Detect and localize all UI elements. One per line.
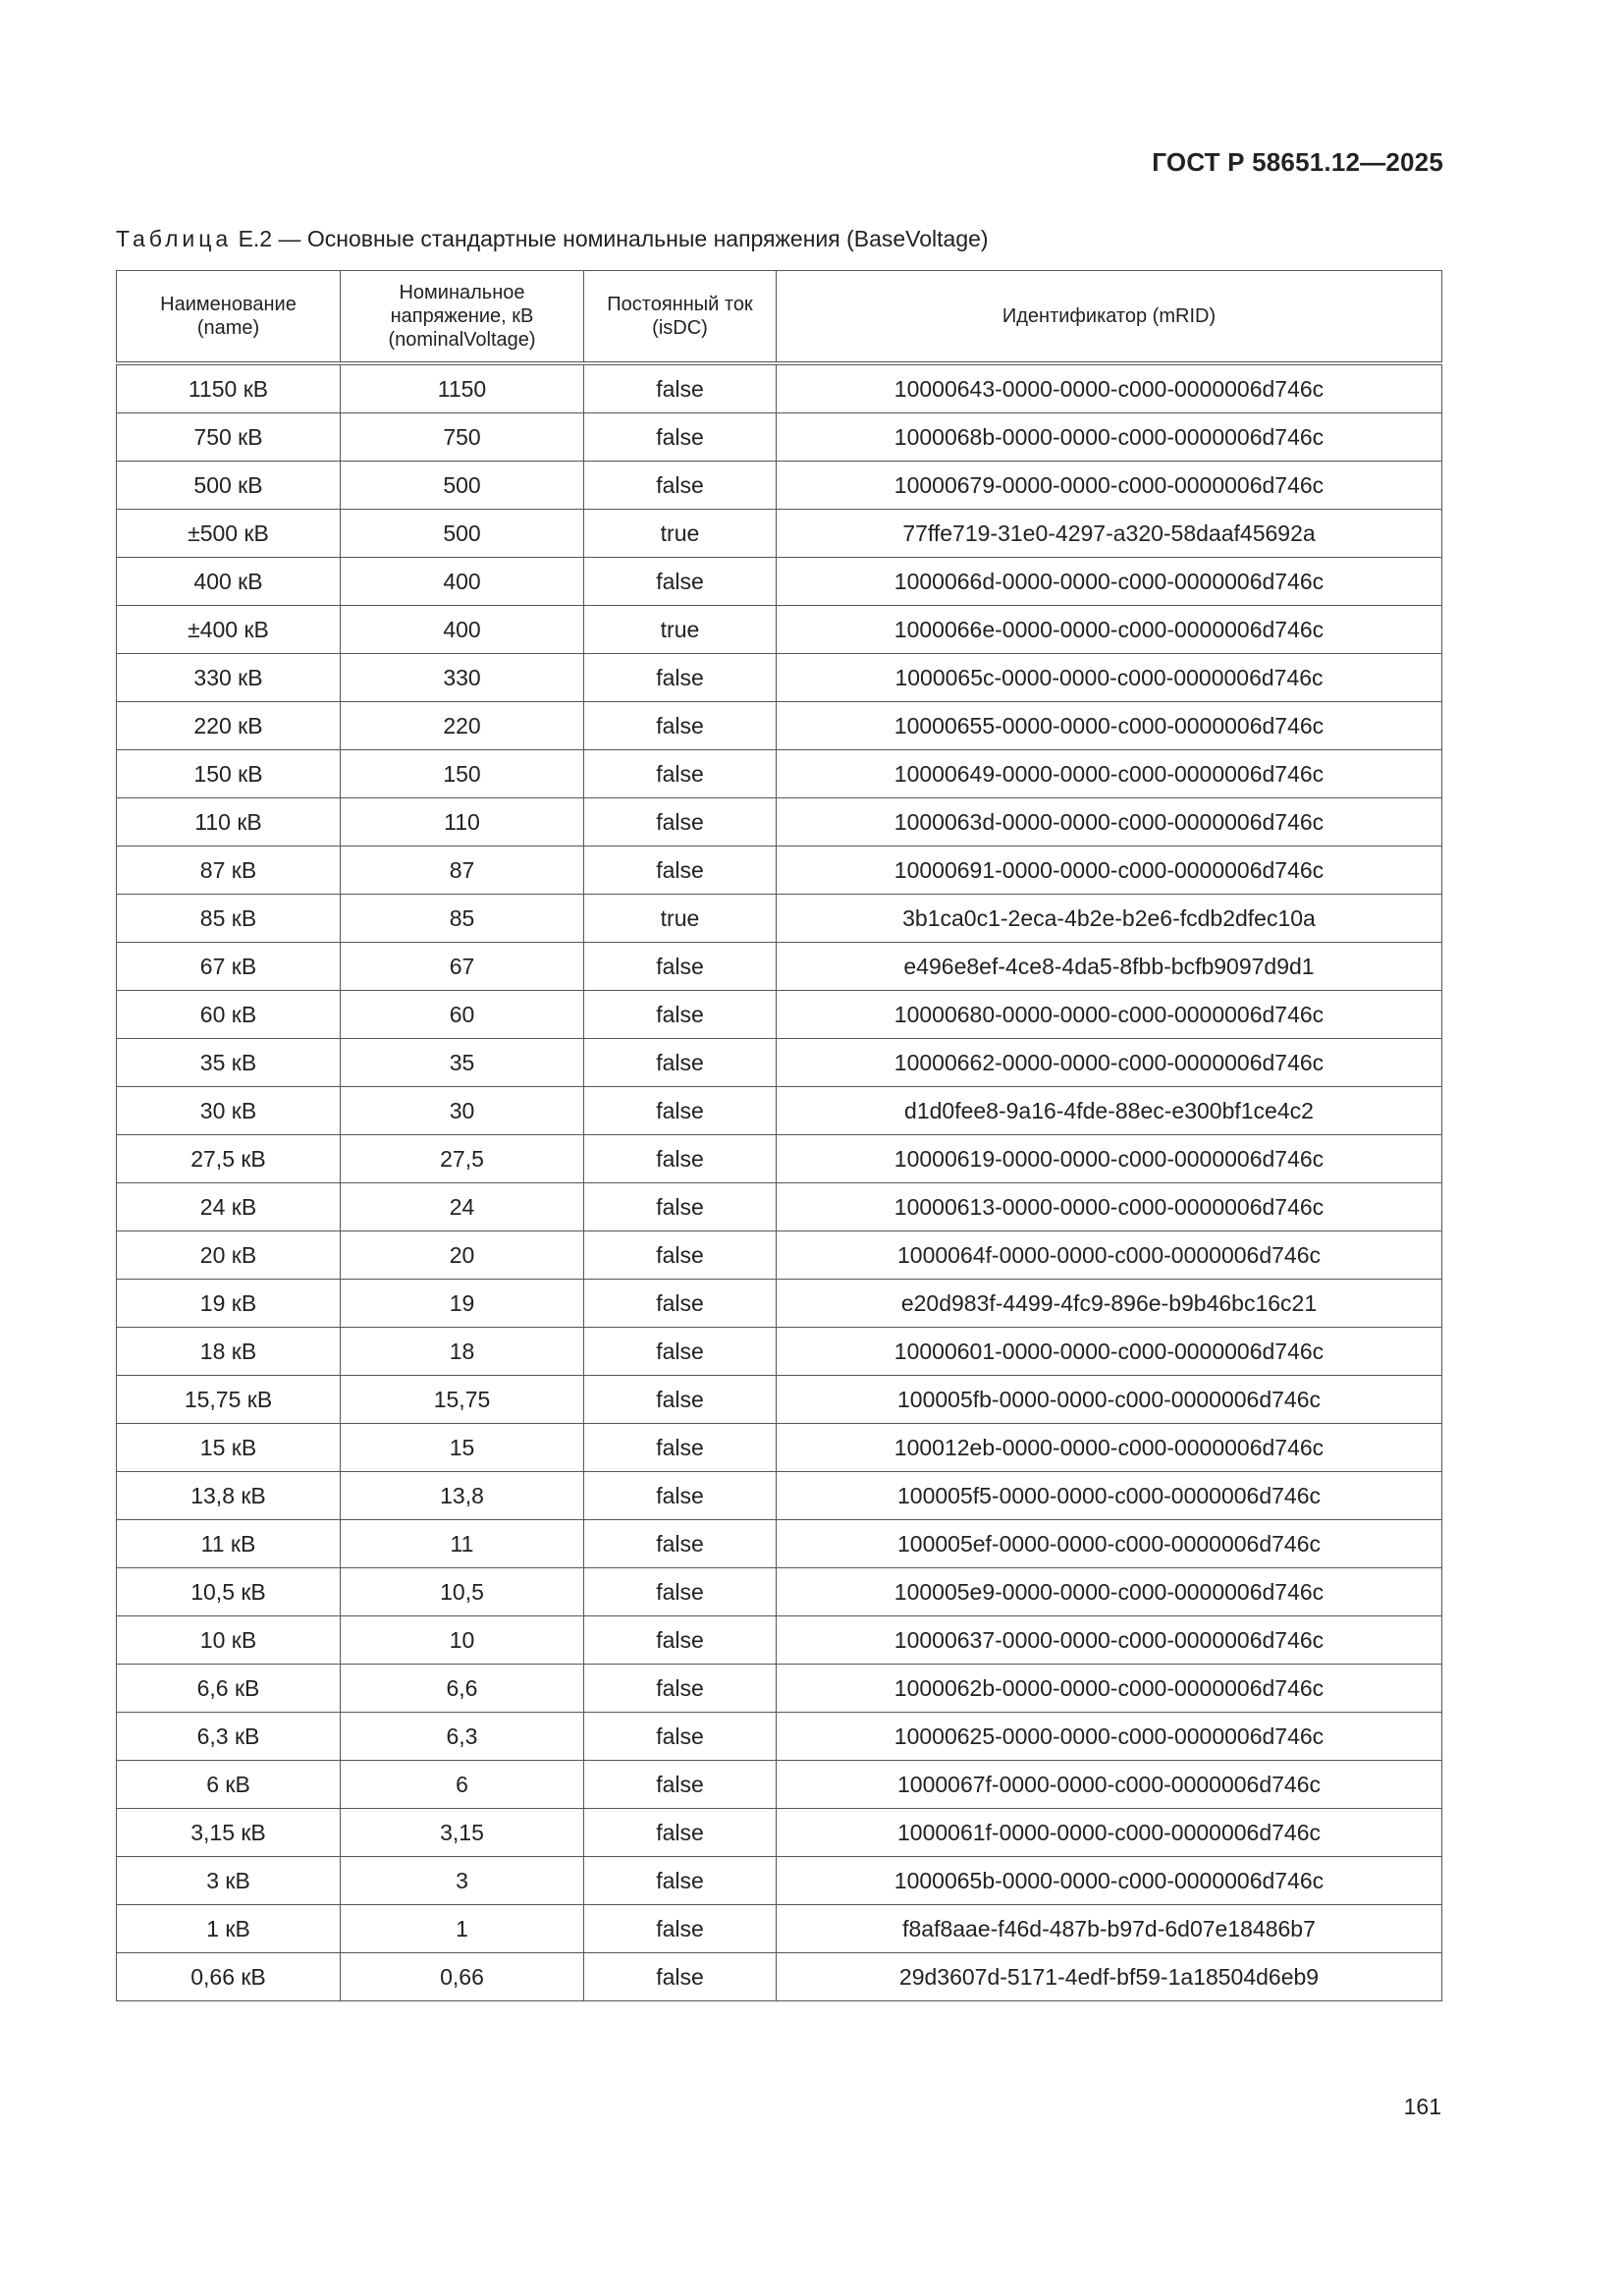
cell-nominal-voltage: 60 <box>341 991 584 1039</box>
cell-name: 6 кВ <box>117 1761 341 1809</box>
cell-is-dc: false <box>584 1472 777 1520</box>
column-header-is-dc <box>584 271 777 364</box>
cell-is-dc: true <box>584 895 777 943</box>
table-row <box>117 895 1442 943</box>
table-row <box>117 1520 1442 1568</box>
table-caption-text: Е.2 — Основные стандартные номинальные напряжения (BaseVoltage) <box>232 226 989 251</box>
cell-mrid: 10000643-0000-0000-c000-0000006d746c <box>777 363 1442 413</box>
table-caption <box>116 226 989 252</box>
cell-name: 87 кВ <box>117 847 341 895</box>
cell-is-dc: false <box>584 798 777 847</box>
cell-nominal-voltage: 6,3 <box>341 1713 584 1761</box>
cell-is-dc: true <box>584 510 777 558</box>
cell-mrid: 100005fb-0000-0000-c000-0000006d746c <box>777 1376 1442 1424</box>
cell-name: 6,6 кВ <box>117 1665 341 1713</box>
cell-nominal-voltage: 3 <box>341 1857 584 1905</box>
cell-name: 150 кВ <box>117 750 341 798</box>
cell-name: 0,66 кВ <box>117 1953 341 2001</box>
table-caption-label: Таблица <box>116 226 233 251</box>
table-row <box>117 462 1442 510</box>
page-number: 161 <box>1403 2094 1441 2119</box>
table-body <box>117 363 1442 2001</box>
cell-name: 60 кВ <box>117 991 341 1039</box>
cell-is-dc: false <box>584 1520 777 1568</box>
cell-is-dc: false <box>584 702 777 750</box>
cell-nominal-voltage: 87 <box>341 847 584 895</box>
cell-nominal-voltage: 10 <box>341 1616 584 1665</box>
table-row <box>117 702 1442 750</box>
cell-is-dc: false <box>584 654 777 702</box>
cell-mrid: 100005e9-0000-0000-c000-0000006d746c <box>777 1568 1442 1616</box>
table-row <box>117 1183 1442 1231</box>
cell-name: 13,8 кВ <box>117 1472 341 1520</box>
cell-is-dc: false <box>584 1616 777 1665</box>
table-row <box>117 1665 1442 1713</box>
cell-name: 18 кВ <box>117 1328 341 1376</box>
cell-nominal-voltage: 30 <box>341 1087 584 1135</box>
cell-nominal-voltage: 24 <box>341 1183 584 1231</box>
table-row <box>117 1568 1442 1616</box>
cell-name: 10 кВ <box>117 1616 341 1665</box>
cell-name: 220 кВ <box>117 702 341 750</box>
cell-mrid: 1000064f-0000-0000-c000-0000006d746c <box>777 1231 1442 1280</box>
cell-mrid: 1000066e-0000-0000-c000-0000006d746c <box>777 606 1442 654</box>
cell-mrid: 1000066d-0000-0000-c000-0000006d746c <box>777 558 1442 606</box>
cell-name: 110 кВ <box>117 798 341 847</box>
cell-mrid: 10000619-0000-0000-c000-0000006d746c <box>777 1135 1442 1183</box>
cell-mrid: 10000649-0000-0000-c000-0000006d746c <box>777 750 1442 798</box>
table-row <box>117 1424 1442 1472</box>
cell-mrid: 100005ef-0000-0000-c000-0000006d746c <box>777 1520 1442 1568</box>
cell-mrid: 10000601-0000-0000-c000-0000006d746c <box>777 1328 1442 1376</box>
cell-mrid: 1000061f-0000-0000-c000-0000006d746c <box>777 1809 1442 1857</box>
table-row <box>117 1135 1442 1183</box>
cell-mrid: 100005f5-0000-0000-c000-0000006d746c <box>777 1472 1442 1520</box>
cell-mrid: 10000679-0000-0000-c000-0000006d746c <box>777 462 1442 510</box>
cell-nominal-voltage: 27,5 <box>341 1135 584 1183</box>
cell-is-dc: false <box>584 1761 777 1809</box>
cell-is-dc: false <box>584 991 777 1039</box>
cell-nominal-voltage: 220 <box>341 702 584 750</box>
table-row <box>117 1809 1442 1857</box>
cell-mrid: d1d0fee8-9a16-4fde-88ec-e300bf1ce4c2 <box>777 1087 1442 1135</box>
cell-is-dc: false <box>584 558 777 606</box>
cell-nominal-voltage: 110 <box>341 798 584 847</box>
table-row <box>117 510 1442 558</box>
cell-name: 6,3 кВ <box>117 1713 341 1761</box>
cell-name: 3 кВ <box>117 1857 341 1905</box>
cell-is-dc: false <box>584 1905 777 1953</box>
cell-mrid: 10000662-0000-0000-c000-0000006d746c <box>777 1039 1442 1087</box>
cell-is-dc: false <box>584 1953 777 2001</box>
table-row <box>117 1857 1442 1905</box>
column-header-nominal-voltage <box>341 271 584 364</box>
cell-nominal-voltage: 18 <box>341 1328 584 1376</box>
cell-name: 11 кВ <box>117 1520 341 1568</box>
cell-is-dc: false <box>584 847 777 895</box>
cell-name: 750 кВ <box>117 413 341 462</box>
cell-name: 1 кВ <box>117 1905 341 1953</box>
cell-nominal-voltage: 15 <box>341 1424 584 1472</box>
cell-nominal-voltage: 6 <box>341 1761 584 1809</box>
cell-nominal-voltage: 35 <box>341 1039 584 1087</box>
cell-is-dc: false <box>584 1280 777 1328</box>
cell-is-dc: false <box>584 1376 777 1424</box>
table-row <box>117 1087 1442 1135</box>
cell-name: 500 кВ <box>117 462 341 510</box>
column-header-mrid <box>777 271 1442 364</box>
cell-is-dc: false <box>584 1328 777 1376</box>
cell-nominal-voltage: 3,15 <box>341 1809 584 1857</box>
table-row <box>117 606 1442 654</box>
cell-mrid: 1000068b-0000-0000-c000-0000006d746c <box>777 413 1442 462</box>
column-header-line: напряжение, кВ <box>390 305 534 327</box>
cell-nominal-voltage: 400 <box>341 606 584 654</box>
cell-nominal-voltage: 20 <box>341 1231 584 1280</box>
cell-is-dc: false <box>584 1809 777 1857</box>
cell-is-dc: false <box>584 462 777 510</box>
cell-nominal-voltage: 11 <box>341 1520 584 1568</box>
cell-nominal-voltage: 150 <box>341 750 584 798</box>
cell-is-dc: false <box>584 413 777 462</box>
table-row <box>117 1376 1442 1424</box>
cell-nominal-voltage: 6,6 <box>341 1665 584 1713</box>
cell-nominal-voltage: 500 <box>341 462 584 510</box>
cell-mrid: 1000065c-0000-0000-c000-0000006d746c <box>777 654 1442 702</box>
column-header-line: (isDC) <box>652 317 708 339</box>
cell-mrid: 1000063d-0000-0000-c000-0000006d746c <box>777 798 1442 847</box>
cell-is-dc: false <box>584 1665 777 1713</box>
cell-nominal-voltage: 19 <box>341 1280 584 1328</box>
cell-nominal-voltage: 1 <box>341 1905 584 1953</box>
cell-name: 3,15 кВ <box>117 1809 341 1857</box>
table-row <box>117 1231 1442 1280</box>
cell-name: 10,5 кВ <box>117 1568 341 1616</box>
cell-nominal-voltage: 330 <box>341 654 584 702</box>
cell-nominal-voltage: 400 <box>341 558 584 606</box>
cell-mrid: 10000625-0000-0000-c000-0000006d746c <box>777 1713 1442 1761</box>
cell-is-dc: false <box>584 750 777 798</box>
cell-name: ±500 кВ <box>117 510 341 558</box>
column-header-line: Номинальное <box>399 282 525 303</box>
cell-nominal-voltage: 67 <box>341 943 584 991</box>
cell-mrid: 3b1ca0c1-2eca-4b2e-b2e6-fcdb2dfec10a <box>777 895 1442 943</box>
cell-is-dc: false <box>584 1424 777 1472</box>
table-row <box>117 1472 1442 1520</box>
table-row <box>117 1953 1442 2001</box>
cell-is-dc: false <box>584 1857 777 1905</box>
cell-mrid: 10000655-0000-0000-c000-0000006d746c <box>777 702 1442 750</box>
cell-name: 85 кВ <box>117 895 341 943</box>
cell-mrid: 1000067f-0000-0000-c000-0000006d746c <box>777 1761 1442 1809</box>
cell-mrid: f8af8aae-f46d-487b-b97d-6d07e18486b7 <box>777 1905 1442 1953</box>
cell-is-dc: false <box>584 1039 777 1087</box>
cell-mrid: 10000691-0000-0000-c000-0000006d746c <box>777 847 1442 895</box>
cell-name: 24 кВ <box>117 1183 341 1231</box>
table-row <box>117 558 1442 606</box>
document-standard-header: ГОСТ Р 58651.12—2025 <box>1152 147 1443 177</box>
cell-mrid: 1000062b-0000-0000-c000-0000006d746c <box>777 1665 1442 1713</box>
cell-mrid: e496e8ef-4ce8-4da5-8fbb-bcfb9097d9d1 <box>777 943 1442 991</box>
table-row <box>117 413 1442 462</box>
cell-mrid: 77ffe719-31e0-4297-a320-58daaf45692a <box>777 510 1442 558</box>
table-row <box>117 847 1442 895</box>
column-header-line: Наименование <box>160 294 297 315</box>
cell-name: 35 кВ <box>117 1039 341 1087</box>
cell-is-dc: false <box>584 1087 777 1135</box>
cell-name: 1150 кВ <box>117 363 341 413</box>
column-header-line: Идентификатор (mRID) <box>1001 305 1217 327</box>
table-row <box>117 991 1442 1039</box>
cell-is-dc: false <box>584 943 777 991</box>
cell-nominal-voltage: 85 <box>341 895 584 943</box>
table-row <box>117 750 1442 798</box>
cell-mrid: 1000065b-0000-0000-c000-0000006d746c <box>777 1857 1442 1905</box>
table-row <box>117 1280 1442 1328</box>
table-row <box>117 1616 1442 1665</box>
cell-name: 20 кВ <box>117 1231 341 1280</box>
table-row <box>117 943 1442 991</box>
cell-is-dc: true <box>584 606 777 654</box>
table-row <box>117 654 1442 702</box>
table-row <box>117 1328 1442 1376</box>
table-row <box>117 363 1442 413</box>
cell-name: 400 кВ <box>117 558 341 606</box>
cell-is-dc: false <box>584 1713 777 1761</box>
cell-name: 15 кВ <box>117 1424 341 1472</box>
cell-nominal-voltage: 1150 <box>341 363 584 413</box>
cell-mrid: 100012eb-0000-0000-c000-0000006d746c <box>777 1424 1442 1472</box>
cell-nominal-voltage: 750 <box>341 413 584 462</box>
table-row <box>117 1761 1442 1809</box>
cell-is-dc: false <box>584 1183 777 1231</box>
cell-name: 19 кВ <box>117 1280 341 1328</box>
cell-nominal-voltage: 0,66 <box>341 1953 584 2001</box>
cell-nominal-voltage: 10,5 <box>341 1568 584 1616</box>
column-header-line: (name) <box>196 317 260 339</box>
cell-nominal-voltage: 13,8 <box>341 1472 584 1520</box>
cell-name: 15,75 кВ <box>117 1376 341 1424</box>
cell-is-dc: false <box>584 1568 777 1616</box>
table-row <box>117 1039 1442 1087</box>
cell-mrid: 10000680-0000-0000-c000-0000006d746c <box>777 991 1442 1039</box>
cell-name: 330 кВ <box>117 654 341 702</box>
cell-is-dc: false <box>584 363 777 413</box>
base-voltage-table <box>116 270 1442 2001</box>
table-row <box>117 1905 1442 1953</box>
table-row <box>117 798 1442 847</box>
cell-name: 27,5 кВ <box>117 1135 341 1183</box>
cell-name: ±400 кВ <box>117 606 341 654</box>
column-header-name <box>117 271 341 364</box>
cell-nominal-voltage: 15,75 <box>341 1376 584 1424</box>
cell-mrid: 10000637-0000-0000-c000-0000006d746c <box>777 1616 1442 1665</box>
cell-mrid: 10000613-0000-0000-c000-0000006d746c <box>777 1183 1442 1231</box>
cell-name: 67 кВ <box>117 943 341 991</box>
cell-mrid: e20d983f-4499-4fc9-896e-b9b46bc16c21 <box>777 1280 1442 1328</box>
cell-nominal-voltage: 500 <box>341 510 584 558</box>
cell-is-dc: false <box>584 1231 777 1280</box>
cell-name: 30 кВ <box>117 1087 341 1135</box>
cell-is-dc: false <box>584 1135 777 1183</box>
cell-mrid: 29d3607d-5171-4edf-bf59-1a18504d6eb9 <box>777 1953 1442 2001</box>
table-header-row <box>117 271 1442 364</box>
table-row <box>117 1713 1442 1761</box>
column-header-line: Постоянный ток <box>607 294 753 315</box>
column-header-line: (nominalVoltage) <box>388 329 536 351</box>
